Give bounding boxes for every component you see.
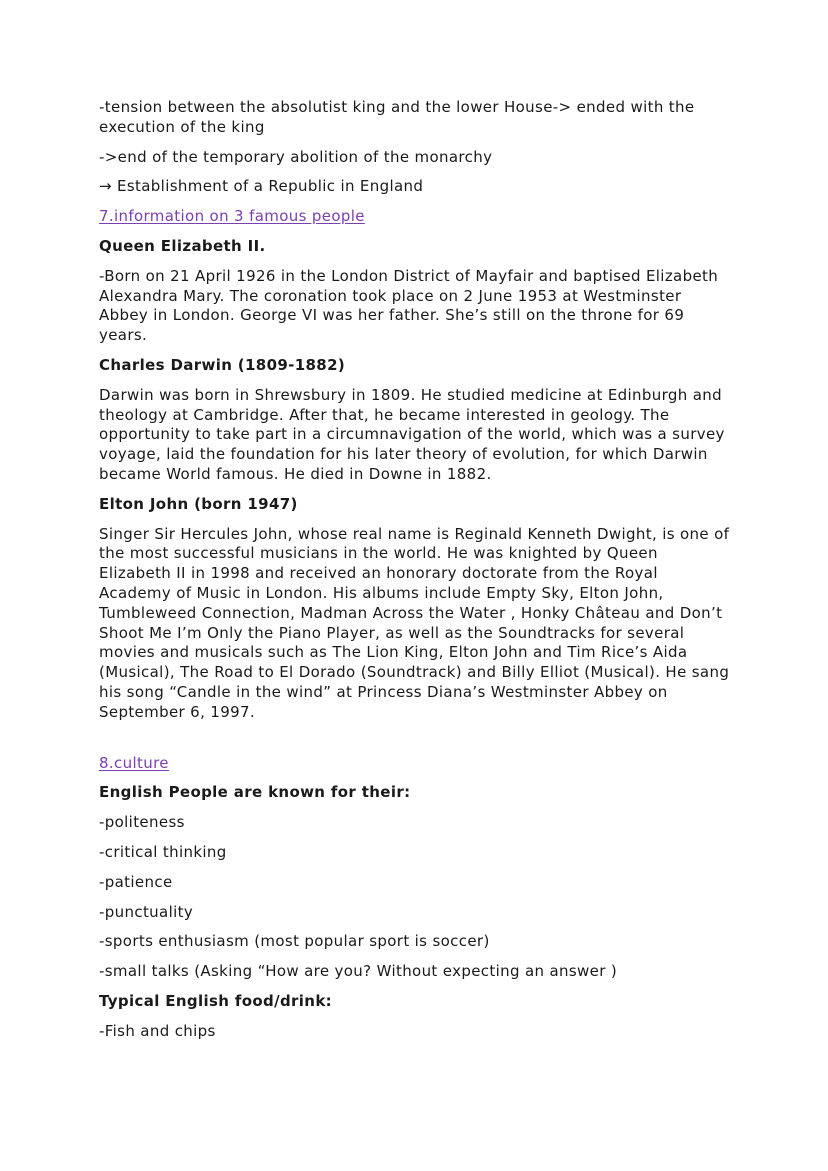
person-text-elizabeth: -Born on 21 April 1926 in the London District of Mayfair and baptised Elizabeth Alexandra Mary. The coronation took place on 2 June 1953 at Westminster Abbey in London. George VI was her father. She’s still on the throne for 69 years. — [99, 266, 719, 345]
person-name-elizabeth: Queen Elizabeth II. — [99, 236, 266, 255]
section-7-heading-link[interactable]: 7.information on 3 famous people — [99, 207, 365, 226]
trait-item: -politeness — [99, 813, 185, 832]
known-for-title: English People are known for their: — [99, 783, 411, 802]
person-name-darwin: Charles Darwin (1809-1882) — [99, 355, 346, 374]
food-title: Typical English food/drink: — [99, 991, 332, 1010]
person-text-elton: Singer Sir Hercules John, whose real name is Reginald Kenneth Dwight, is one of the most successful musicians in the world. He was knighted by Queen Elizabeth II in 1998 and received an honorary doctorate from the Royal Academy of Music in London. His albums include Empty Sky, Elton John, Tumbleweed Connection, Madman Across the Water , Honky Château and Don’t Shoot Me I’m Only the Piano Player, as well as the Soundtracks for several movies and musicals such as The Lion King, Elton John and Tim Rice’s Aida (Musical), The Road to El Dorado (Soundtrack) and Billy Elliot (Musical). He sang his song “Candle in the wind” at Princess Diana’s Westminster Abbey on September 6, 1997. — [99, 524, 730, 721]
person-name-elton: Elton John (born 1947) — [99, 494, 298, 513]
trait-item: -punctuality — [99, 902, 194, 921]
food-item: -Fish and chips — [99, 1021, 216, 1040]
trait-item: -small talks (Asking “How are you? Without expecting an answer ) — [99, 962, 618, 981]
section-8-heading-link[interactable]: 8.culture — [99, 753, 169, 772]
paragraph-republic: → Establishment of a Republic in England — [99, 177, 424, 196]
paragraph-end-abolition: ->end of the temporary abolition of the monarchy — [99, 147, 493, 166]
trait-item: -sports enthusiasm (most popular sport is soccer) — [99, 932, 490, 951]
paragraph-tension: -tension between the absolutist king and the lower House-> ended with the execution of the king — [99, 98, 695, 136]
trait-item: -critical thinking — [99, 842, 227, 861]
trait-item: -patience — [99, 872, 173, 891]
person-text-darwin: Darwin was born in Shrewsbury in 1809. He studied medicine at Edinburgh and theology at Cambridge. After that, he became interested in geology. The opportunity to take part in a circumnavigation of the world, which was a survey voyage, laid the foundation for his later theory of evolution, for which Darwin became World famous. He died in Downe in 1882. — [99, 385, 725, 483]
